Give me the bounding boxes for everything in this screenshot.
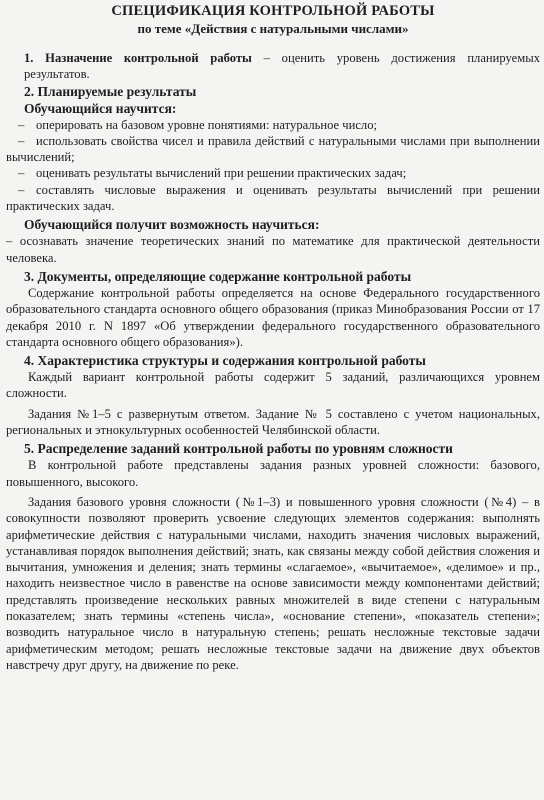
section-1-text: – оценить уровень достижения планируемых результатов.	[24, 51, 540, 82]
section-5-paragraph: Задания базового уровня сложности (№1–3) и повышенного уровня сложности (№4) – в совокупности позволяют проверить усвоение следующих элементов содержания: выполнять арифметические действия с натуральными числами, находить значения числовых выражений, устанавливая порядок выполнения действий; знать, как связаны между собой действия сложения и вычитания, умножения и деления; знать термины «слагаемое», «вычитаемое», «делимое» и пр., находить неизвестное число в равенстве на основе зависимости между компонентами действий; представлять произведение нескольких равных множителей в виде степени с натуральным показателем; знать термины «степень числа», «основание степени», «показатель степени»; возводить натуральное число в натуральную степень; решать несложные текстовые задачи арифметическим методом; решать несложные текстовые задачи на движение двух объектов навстречу друг другу, на движение по реке.	[6, 494, 540, 672]
section-5-paragraph: В контрольной работе представлены задания разных уровней сложности: базового, повышенного, высокого.	[6, 458, 540, 489]
section-2-heading: 2. Планируемые результаты	[24, 83, 197, 99]
section-1	[6, 50, 540, 83]
section-4-paragraph: Задания №1–5 с развернутым ответом. Задание № 5 составлено с учетом национальных, региональных и этнокультурных особенностей Челябинской области.	[6, 406, 540, 438]
learn-item: – оценивать результаты вычислений при решении практических задач;	[18, 166, 407, 181]
chance-item: – осознавать значение теоретических знаний по математике для практической деятельности человека.	[6, 234, 540, 265]
learn-item: – составлять числовые выражения и оценивать результаты вычислений при решении практических задач.	[6, 182, 540, 214]
document-subtitle: по теме «Действия с натуральными числами»	[137, 21, 409, 36]
learn-heading: Обучающийся научится:	[24, 100, 177, 116]
learn-item: – использовать свойства чисел и правила действий с натуральными числами при выполнении вычислений;	[6, 133, 540, 165]
section-3-text: Содержание контрольной работы определяется на основе Федерального государственного образовательного стандарта основного общего образования (приказ Минобразования России от 17 декабря 2010 г. N 1897 «Об утверждении федерального государственного образовательного стандарта основного общего образования»).	[6, 285, 540, 349]
section-4-heading: 4. Характеристика структуры и содержания контрольной работы	[24, 353, 426, 369]
section-5-heading: 5. Распределение заданий контрольной работы по уровням сложности	[24, 441, 453, 457]
document-title: СПЕЦИФИКАЦИЯ КОНТРОЛЬНОЙ РАБОТЫ	[111, 3, 435, 19]
section-3-heading: 3. Документы, определяющие содержание контрольной работы	[24, 268, 412, 284]
section-4-paragraph: Каждый вариант контрольной работы содержит 5 заданий, различающихся уровнем сложности.	[6, 370, 540, 401]
learn-item: – оперировать на базовом уровне понятиями: натуральное число;	[18, 117, 378, 132]
section-1-heading: 1. Назначение контрольной работы	[24, 51, 252, 65]
chance-heading: Обучающийся получит возможность научиться:	[24, 217, 320, 233]
